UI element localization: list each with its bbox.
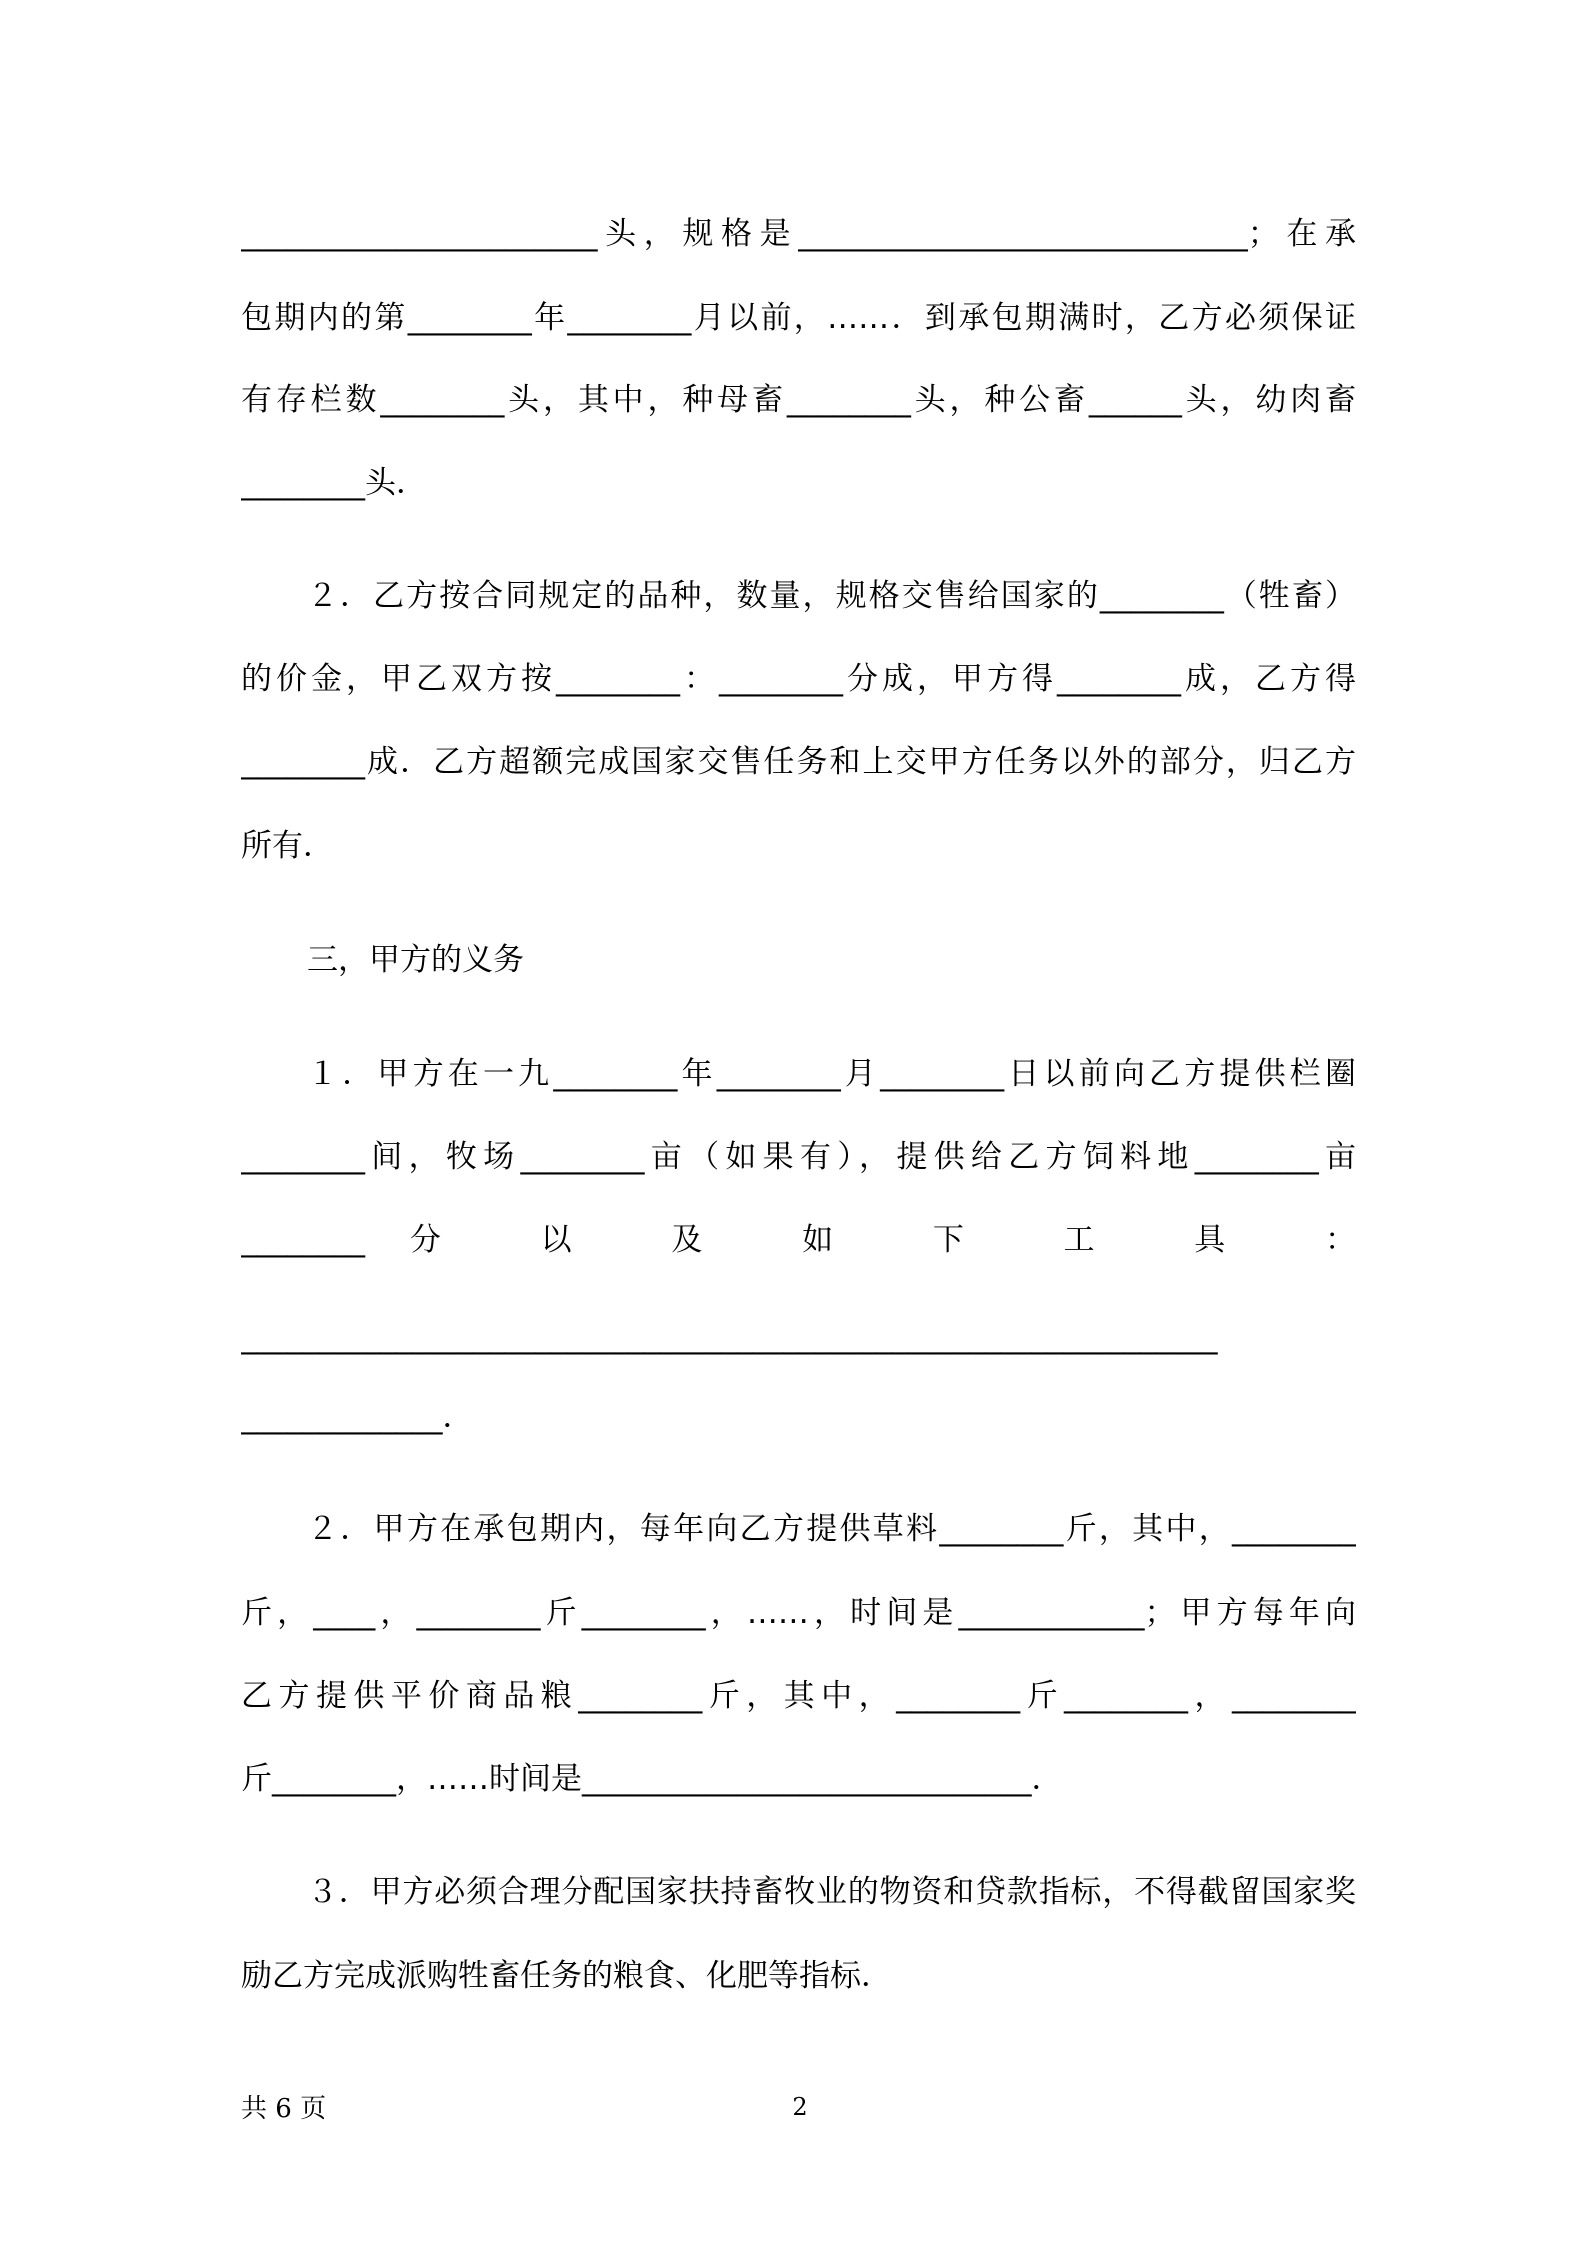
paragraph-3-line-5: _____________．	[241, 1399, 474, 1435]
paragraph-5-line-1: ３．甲方必须合理分配国家扶持畜牧业的物资和贷款指标，不得截留国家奖	[307, 1874, 1356, 1910]
paragraph-2-line-3: ________成．乙方超额完成国家交售任务和上交甲方任务以外的部分，归乙方	[241, 744, 1356, 780]
paragraph-3-line-1: １．甲方在一九________年________月________日以前向乙方提供栏圈	[307, 1056, 1356, 1092]
paragraph-2-line-2: 的价金，甲乙双方按________：________分成，甲方得________成，乙方得	[241, 661, 1356, 697]
footer-page-number: 2	[792, 2093, 808, 2121]
paragraph-4-line-4: 斤________，……时间是_____________________________．	[241, 1761, 1063, 1797]
paragraph-2-line-4: 所有．	[241, 828, 334, 864]
paragraph-1-line-3: 有存栏数________头，其中，种母畜________头，种公畜______头，幼肉畜	[241, 382, 1356, 418]
paragraph-3-line-3: ________分 以 及 如 下 工 具 ：	[241, 1222, 1356, 1258]
footer-total-pages: 共 6 页	[241, 2094, 327, 2124]
paragraph-4-line-2: 斤，____，________斤________，……，时间是____________；甲方每年向	[241, 1595, 1356, 1631]
paragraph-5-line-2: 励乙方完成派购牲畜任务的粮食、化肥等指标．	[241, 1958, 892, 1994]
paragraph-1-line-1: _______________________头，规格是_____________________________；在承	[241, 216, 1356, 252]
paragraph-1-line-4: ________头．	[241, 465, 427, 501]
paragraph-3-line-4: _______________________________________________________________	[241, 1319, 1218, 1355]
paragraph-1-line-2: 包期内的第________年________月以前，……．到承包期满时，乙方必须保证	[241, 300, 1356, 336]
paragraph-2-line-1: ２．乙方按合同规定的品种，数量，规格交售给国家的________（牲畜）	[307, 578, 1356, 614]
paragraph-4-line-1: ２．甲方在承包期内，每年向乙方提供草料________斤，其中，________	[307, 1511, 1356, 1547]
section-heading-party-a-obligations: 三，甲方的义务	[307, 942, 524, 978]
paragraph-3-line-2: ________间，牧场________亩（如果有），提供给乙方饲料地________亩	[241, 1139, 1356, 1175]
paragraph-4-line-3: 乙方提供平价商品粮________斤，其中，________斤________，________	[241, 1678, 1356, 1714]
